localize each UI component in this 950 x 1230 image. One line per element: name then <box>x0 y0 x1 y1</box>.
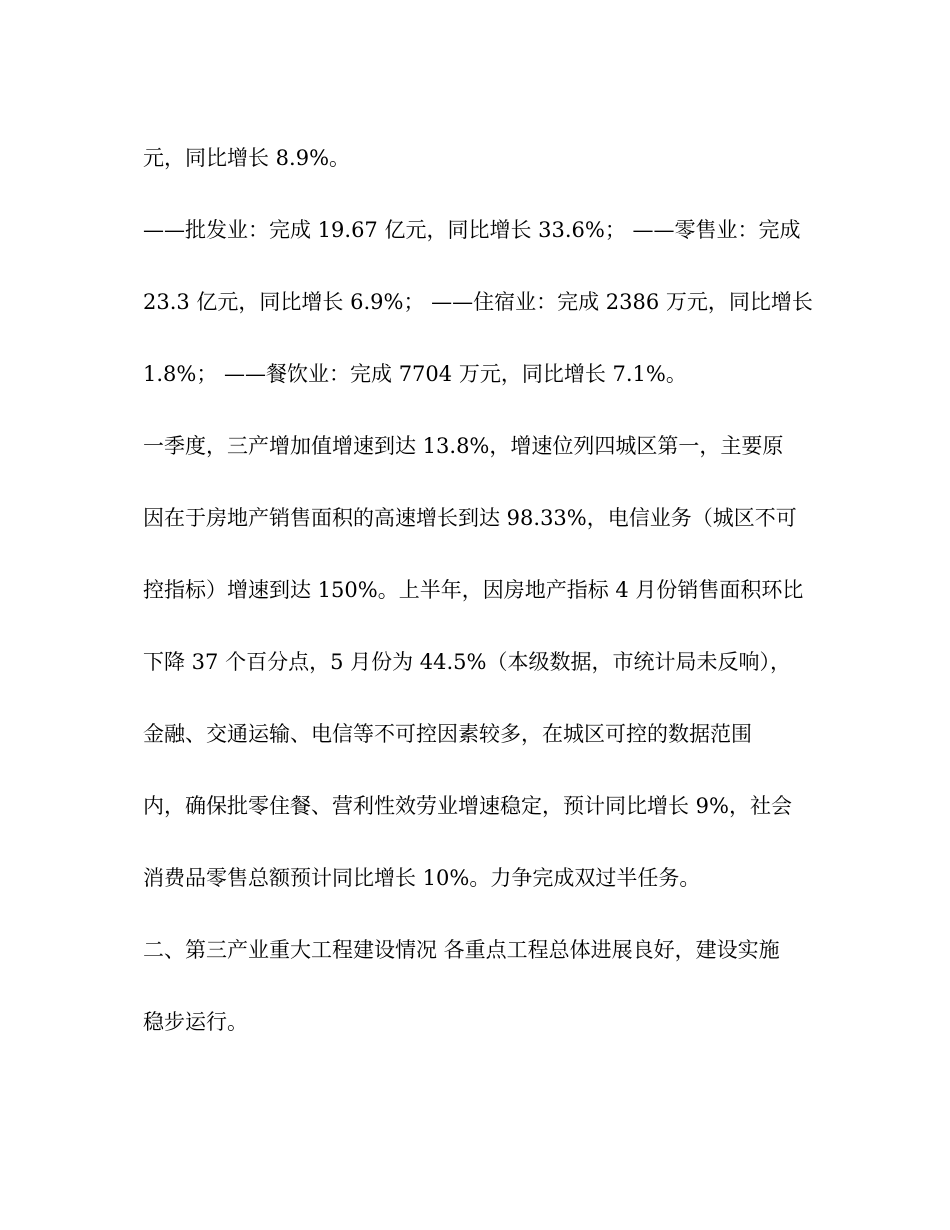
text-line-2: ——批发业：完成 19.67 亿元，同比增长 33.6%； ——零售业：完成 <box>143 218 801 242</box>
text-line-10: 内，确保批零住餐、营利性效劳业增速稳定，预计同比增长 9%，社会 <box>143 794 792 818</box>
text-line-11: 消费品零售总额预计同比增长 10%。力争完成双过半任务。 <box>143 866 701 890</box>
text-line-3: 23.3 亿元，同比增长 6.9%； ——住宿业：完成 2386 万元，同比增长 <box>143 290 813 314</box>
text-line-6: 因在于房地产销售面积的高速增长到达 98.33%，电信业务（城区不可 <box>143 506 797 530</box>
text-line-12: 二、第三产业重大工程建设情况 各重点工程总体进展良好，建设实施 <box>143 938 780 962</box>
text-line-9: 金融、交通运输、电信等不可控因素较多，在城区可控的数据范围 <box>143 722 752 746</box>
text-line-1: 元，同比增长 8.9%。 <box>143 146 351 170</box>
text-line-8: 下降 37 个百分点，5 月份为 44.5%（本级数据，市统计局未反响）， <box>143 650 791 674</box>
text-line-7: 控指标）增速到达 150%。上半年，因房地产指标 4 月份销售面积环比 <box>143 578 804 602</box>
text-line-4: 1.8%； ——餐饮业：完成 7704 万元，同比增长 7.1%。 <box>143 362 687 386</box>
text-line-5: 一季度，三产增加值增速到达 13.8%，增速位列四城区第一，主要原 <box>143 434 784 458</box>
text-line-13: 稳步运行。 <box>143 1010 248 1034</box>
